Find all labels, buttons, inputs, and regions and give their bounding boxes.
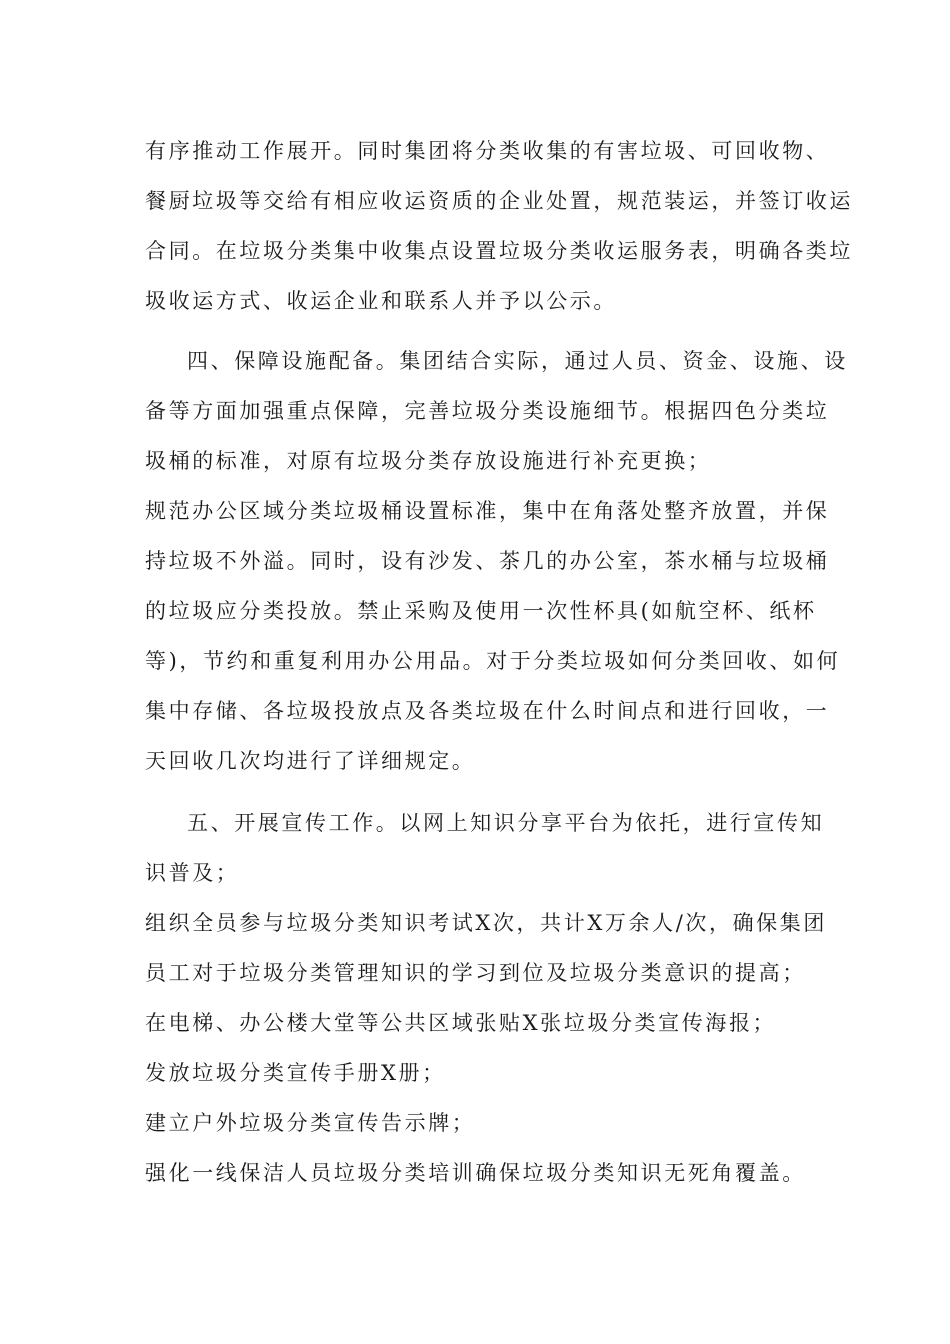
text-line-1: 有序推动工作展开。同时集团将分类收集的有害垃圾、可回收物、 <box>145 139 830 163</box>
text-line-13: 天回收几次均进行了详细规定。 <box>145 749 476 773</box>
text-line-11: 等)，节约和重复利用办公用品。对于分类垃圾如何分类回收、如何 <box>145 649 841 673</box>
text-line-3: 合同。在垃圾分类集中收集点设置垃圾分类收运服务表，明确各类垃 <box>145 239 853 263</box>
text-line-10: 的垃圾应分类投放。禁止采购及使用一次性杯具(如航空杯、纸杯 <box>145 599 817 623</box>
section-four-heading-line: 四、保障设施配备。集团结合实际，通过人员、资金、设施、设 <box>187 349 848 373</box>
text-line-2: 餐厨垃圾等交给有相应收运资质的企业处置，规范装运，并签订收运 <box>145 189 853 213</box>
text-line-12: 集中存储、各垃圾投放点及各类垃圾在什么时间点和进行回收，一 <box>145 699 830 723</box>
section-five-heading-line: 五、开展宣传工作。以网上知识分享平台为依托，进行宣传知 <box>187 811 825 835</box>
text-line-21: 强化一线保洁人员垃圾分类培训确保垃圾分类知识无死角覆盖。 <box>145 1161 806 1185</box>
text-line-16: 组织全员参与垃圾分类知识考试X次，共计X万余人/次，确保集团 <box>145 911 827 935</box>
text-line-17: 员工对于垃圾分类管理知识的学习到位及垃圾分类意识的提高； <box>145 961 806 985</box>
text-line-9: 持垃圾不外溢。同时，设有沙发、茶几的办公室，茶水桶与垃圾桶 <box>145 549 830 573</box>
text-line-15: 识普及； <box>145 861 240 885</box>
text-line-4: 圾收运方式、收运企业和联系人并予以公示。 <box>145 289 617 313</box>
text-line-20: 建立户外垃圾分类宣传告示牌； <box>145 1111 476 1135</box>
text-line-18: 在电梯、办公楼大堂等公共区域张贴X张垃圾分类宣传海报； <box>145 1011 777 1035</box>
text-line-7: 圾桶的标准，对原有垃圾分类存放设施进行补充更换； <box>145 449 712 473</box>
text-line-6: 备等方面加强重点保障，完善垃圾分类设施细节。根据四色分类垃 <box>145 399 830 423</box>
text-line-8: 规范办公区域分类垃圾桶设置标准，集中在角落处整齐放置，并保 <box>145 499 830 523</box>
text-line-19: 发放垃圾分类宣传手册X册； <box>145 1061 446 1085</box>
